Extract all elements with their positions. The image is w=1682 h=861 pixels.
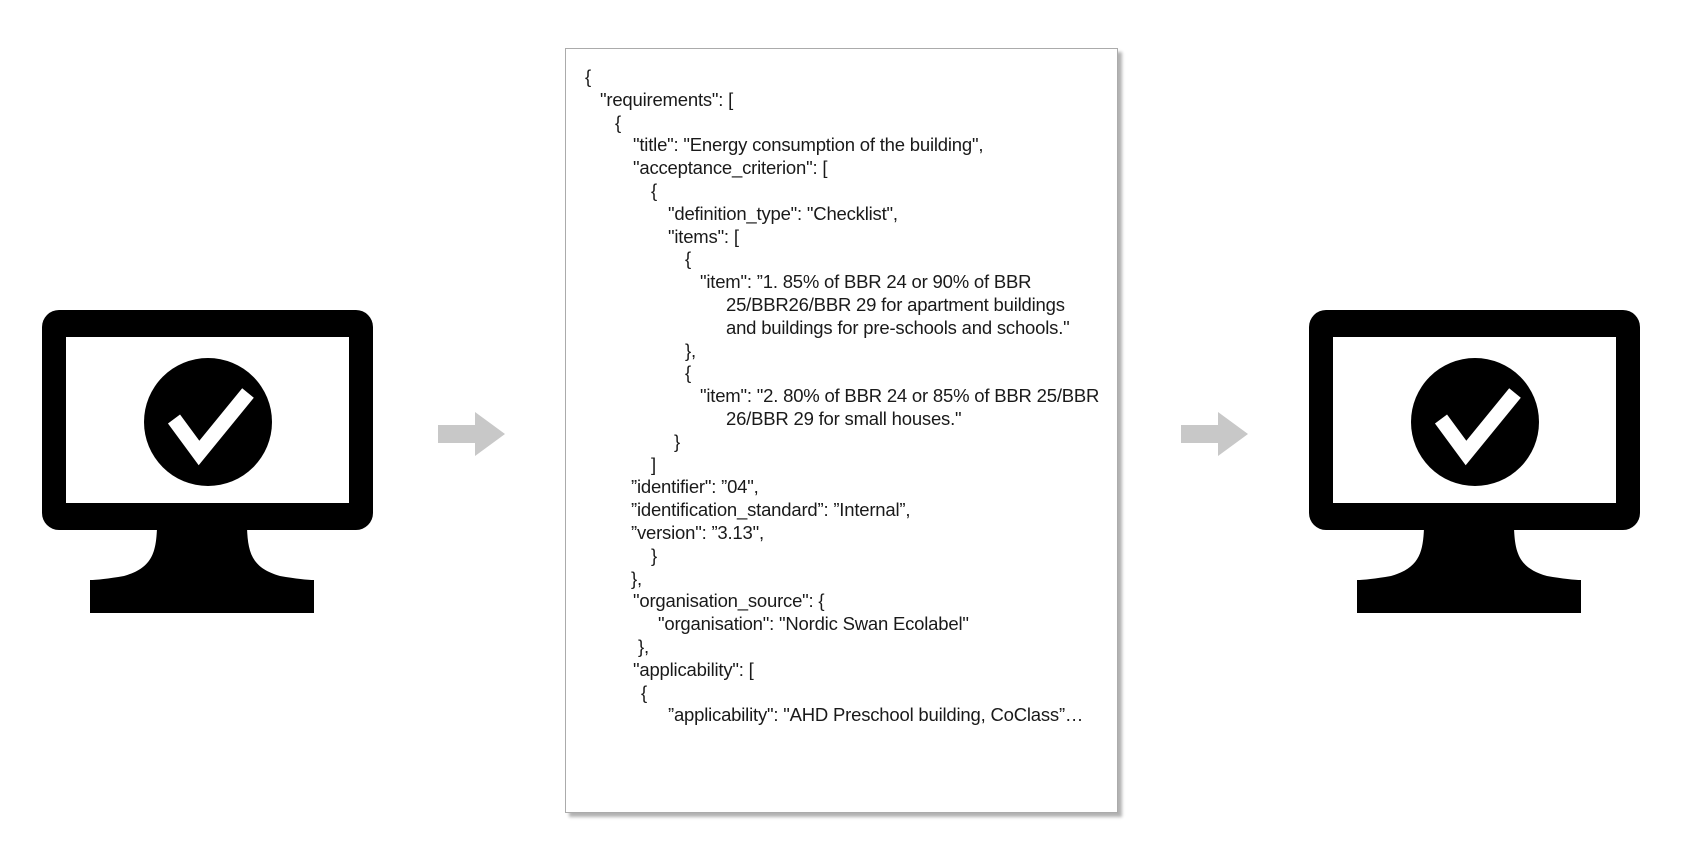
- code-line: ”version": ”3.13",: [631, 521, 764, 543]
- code-line: "applicability": [: [633, 658, 754, 680]
- code-line: },: [631, 567, 642, 589]
- code-line: },: [638, 635, 649, 657]
- json-requirements-panel: [565, 48, 1118, 813]
- right-arrow-icon: [438, 412, 505, 456]
- code-line: 25/BBR26/BBR 29 for apartment buildings: [726, 293, 1065, 315]
- code-line: ”applicability": "AHD Preschool building, CoClass”…: [668, 704, 1084, 726]
- code-line: "definition_type": "Checklist",: [668, 202, 898, 224]
- code-line: "items": [: [668, 225, 739, 247]
- code-line: {: [685, 362, 691, 384]
- code-lines: [585, 66, 1109, 727]
- code-line: {: [651, 179, 657, 201]
- code-line: "requirements": [: [600, 88, 734, 110]
- code-line: {: [685, 248, 691, 270]
- code-line: {: [615, 111, 621, 133]
- verified-target-monitor: [1309, 310, 1640, 615]
- code-line: {: [585, 66, 591, 87]
- monitor-checkmark-icon: [42, 310, 373, 615]
- code-line: "organisation_source": {: [633, 590, 825, 612]
- code-line: ]: [651, 453, 656, 475]
- code-line: ”identification_standard”: ”Internal”,: [631, 499, 911, 521]
- verified-source-monitor: [42, 310, 373, 615]
- code-line: },: [685, 339, 696, 361]
- code-line: }: [674, 430, 680, 452]
- code-line: 26/BBR 29 for small houses.": [726, 407, 962, 429]
- code-line: "organisation": "Nordic Swan Ecolabel": [658, 613, 969, 635]
- code-line: ”identifier": ”04",: [631, 476, 759, 498]
- code-line: "item": "2. 80% of BBR 24 or 85% of BBR 25/BBR: [700, 385, 1100, 407]
- code-line: }: [651, 544, 657, 566]
- monitor-checkmark-icon: [1309, 310, 1640, 615]
- code-line: "acceptance_criterion": [: [633, 157, 828, 179]
- flow-arrow-right: [1181, 412, 1248, 456]
- flow-arrow-left: [438, 412, 505, 456]
- code-line: and buildings for pre-schools and schools.": [726, 316, 1070, 338]
- right-arrow-icon: [1181, 412, 1248, 456]
- code-line: "title": "Energy consumption of the building",: [633, 134, 984, 156]
- code-line: {: [641, 681, 647, 703]
- code-line: "item": ”1. 85% of BBR 24 or 90% of BBR: [700, 271, 1032, 293]
